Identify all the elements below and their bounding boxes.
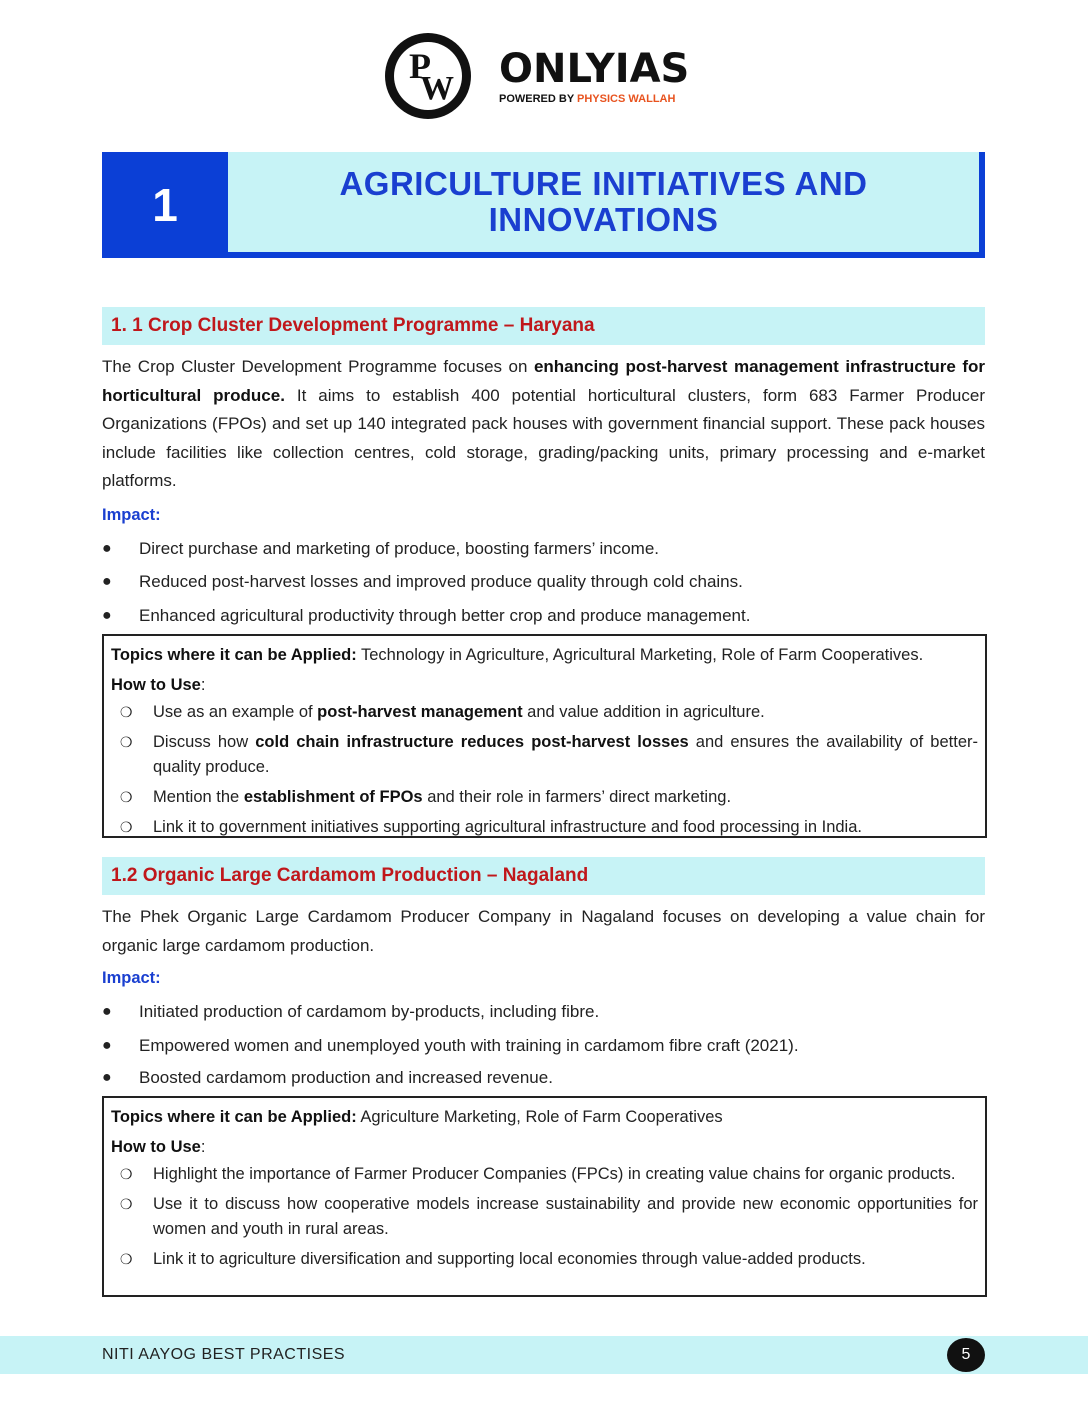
topics-line: Topics where it can be Applied: Technology in Agriculture, Agricultural Marketing, Role of Farm Cooperatives.: [111, 646, 924, 664]
circle-bullet-icon: ❍: [120, 1251, 133, 1267]
bullet-icon: ●: [102, 1037, 112, 1054]
impact-label: Impact:: [102, 506, 161, 524]
circle-bullet-icon: ❍: [120, 789, 133, 805]
list-item: ● Enhanced agricultural productivity through better crop and produce management.: [102, 606, 751, 625]
bullet-icon: ●: [102, 573, 112, 590]
list-item: ❍ Discuss how cold chain infrastructure reduces post-harvest losses and ensures the availability of better-quality produce.: [111, 730, 978, 780]
bullet-icon: ●: [102, 540, 112, 557]
list-item: ❍ Highlight the importance of Farmer Producer Companies (FPCs) in creating value chains for organic products.: [111, 1162, 978, 1187]
how-to-use-label: How to Use:: [111, 1138, 206, 1156]
page-footer: [0, 1336, 1088, 1374]
topics-box-1: [102, 634, 987, 838]
circle-bullet-icon: ❍: [120, 1196, 133, 1212]
chapter-header: [102, 152, 985, 258]
brand-tagline: POWERED BY PHYSICS WALLAH: [499, 93, 676, 105]
section-heading-2: 1.2 Organic Large Cardamom Production – Nagaland: [102, 857, 985, 895]
list-item: ❍ Mention the establishment of FPOs and their role in farmers’ direct marketing.: [111, 785, 978, 810]
bullet-icon: ●: [102, 1003, 112, 1020]
list-item: ❍ Use as an example of post-harvest management and value addition in agriculture.: [111, 700, 978, 725]
circle-bullet-icon: ❍: [120, 734, 133, 750]
topics-box-2: [102, 1096, 987, 1297]
chapter-title: AGRICULTURE INITIATIVES AND INNOVATIONS: [339, 165, 868, 238]
list-item: ● Boosted cardamom production and increased revenue.: [102, 1068, 553, 1087]
section-2-paragraph: The Phek Organic Large Cardamom Producer Company in Nagaland focuses on developing a value chain for organic large cardamom production.: [102, 907, 985, 955]
footer-title: NITI AAYOG BEST PRACTISES: [102, 1346, 346, 1363]
chapter-title-box: [228, 152, 985, 258]
bullet-icon: ●: [102, 1069, 112, 1086]
list-item: ❍ Link it to government initiatives supporting agricultural infrastructure and food processing in India.: [111, 815, 978, 840]
header-logo: [385, 33, 689, 119]
brand-name: ONLYIAS: [499, 46, 690, 92]
list-item: ● Initiated production of cardamom by-products, including fibre.: [102, 1002, 600, 1021]
list-item: ● Empowered women and unemployed youth with training in cardamom fibre craft (2021).: [102, 1036, 799, 1055]
section-1-paragraph: The Crop Cluster Development Programme focuses on enhancing post-harvest management infrastructure for horticultural produce. It aims to establish 400 potential horticultural clusters, form 683 Farmer Producer Organizations (FPOs) and set up 140 integrated pack houses with government financial support. These pack houses include facilities like collection centres, cold storage, grading/packing units, primary processing and e-market platforms.: [102, 357, 986, 490]
section-heading-1: 1. 1 Crop Cluster Development Programme – Haryana: [102, 307, 985, 345]
circle-bullet-icon: ❍: [120, 1166, 133, 1182]
list-item: ● Reduced post-harvest losses and improved produce quality through cold chains.: [102, 572, 743, 591]
chapter-number: 1: [102, 152, 228, 258]
list-item: ❍ Use it to discuss how cooperative models increase sustainability and provide new economic opportunities for women and youth in rural areas.: [111, 1192, 978, 1242]
page-number: 5: [947, 1338, 985, 1372]
topics-line: Topics where it can be Applied: Agriculture Marketing, Role of Farm Cooperatives: [111, 1108, 723, 1126]
bullet-icon: ●: [102, 607, 112, 624]
circle-bullet-icon: ❍: [120, 819, 133, 835]
list-item: ● Direct purchase and marketing of produce, boosting farmers’ income.: [102, 539, 660, 558]
list-item: ❍ Link it to agriculture diversification and supporting local economies through value-added products.: [111, 1247, 978, 1272]
brand: [499, 47, 689, 105]
pw-logo-icon: P W: [385, 33, 471, 119]
impact-label: Impact:: [102, 969, 161, 987]
how-to-use-label: How to Use:: [111, 676, 206, 694]
circle-bullet-icon: ❍: [120, 704, 133, 720]
